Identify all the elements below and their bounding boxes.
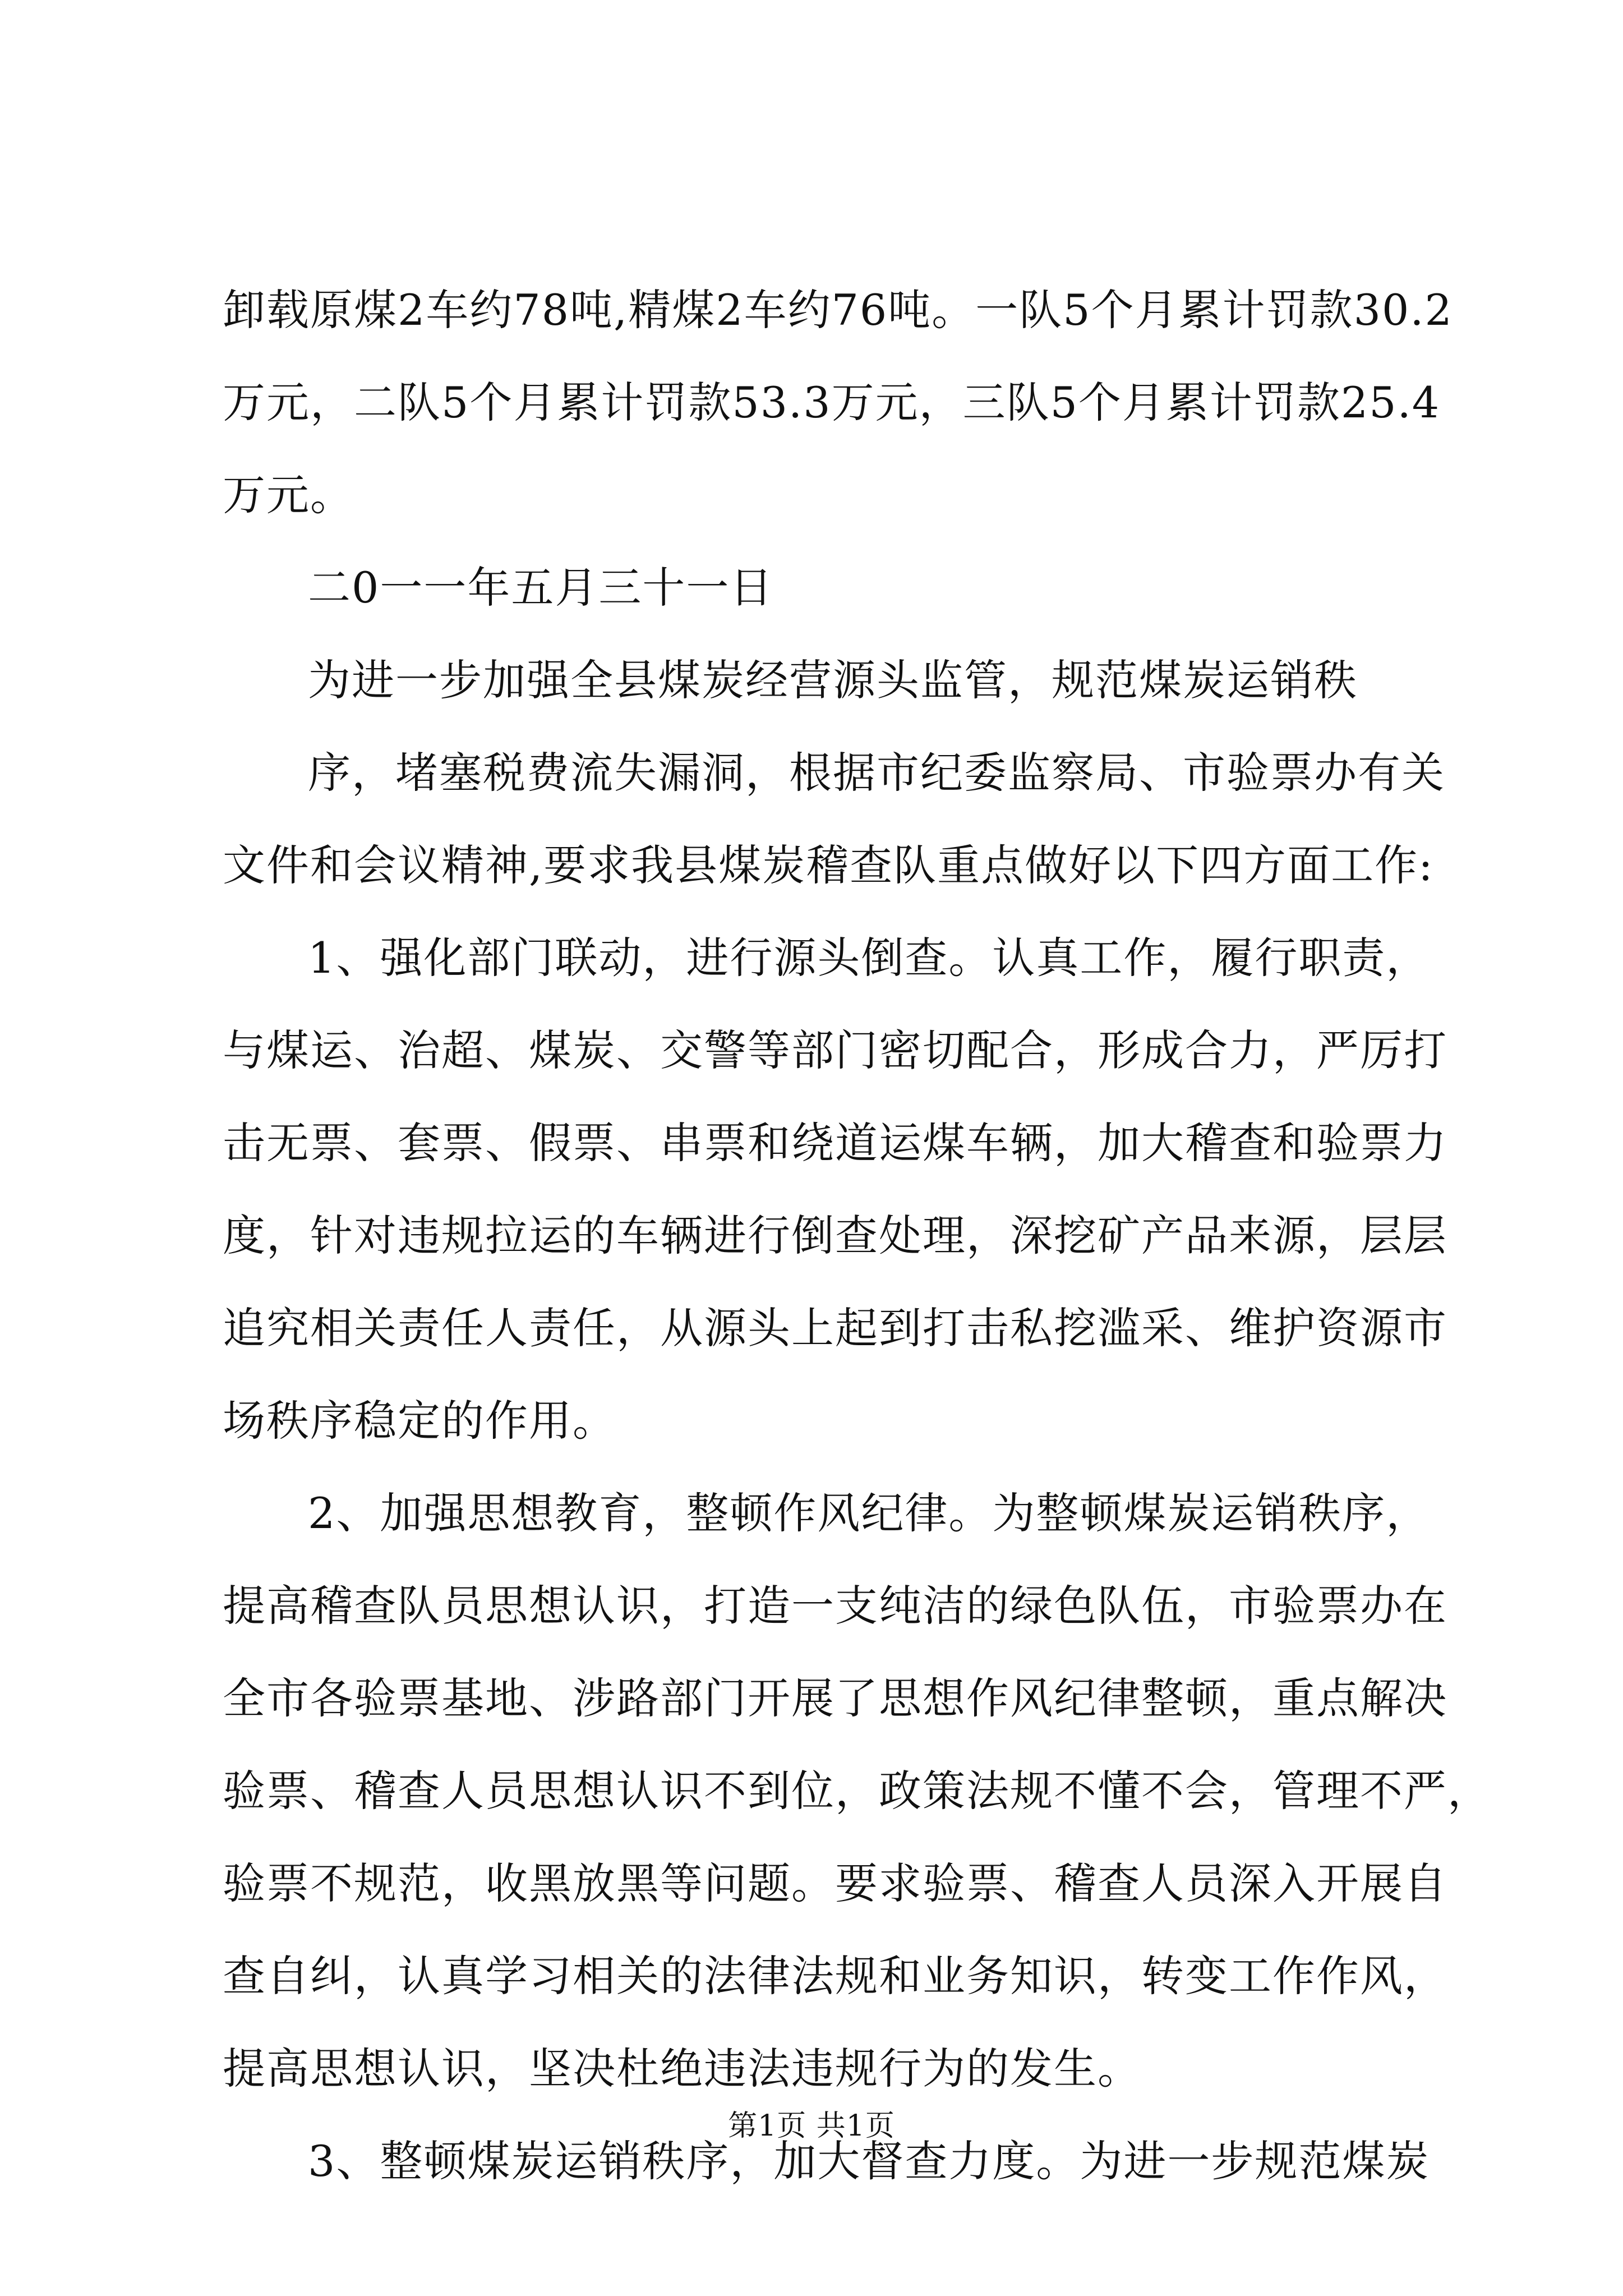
text-line: 二0一一年五月三十一日 [308,563,774,613]
text-line: 与煤运、治超、煤炭、交警等部门密切配合，形成合力，严厉打 [223,1025,1447,1075]
text-line: 查自纠，认真学习相关的法律法规和业务知识，转变工作作风， [223,1951,1447,2001]
text-line: 3、整顿煤炭运销秩序，加大督查力度。为进一步规范煤炭 [308,2136,1430,2186]
text-line: 度，针对违规拉运的车辆进行倒查处理，深挖矿产品来源，层层 [223,1211,1447,1260]
text-line: 万元。 [223,470,354,520]
document-body [223,264,1491,2207]
text-line: 为进一步加强全县煤炭经营源头监管，规范煤炭运销秩 [308,655,1358,705]
text-line: 全市各验票基地、涉路部门开展了思想作风纪律整顿，重点解决 [223,1673,1447,1723]
text-line: 卸载原煤2车约78吨,精煤2车约76吨。一队5个月累计罚款30.2 [223,285,1453,335]
text-line: 追究相关责任人责任，从源头上起到打击私挖滥采、维护资源市 [223,1303,1447,1353]
text-line: 序，堵塞税费流失漏洞，根据市纪委监察局、市验票办有关 [308,748,1445,798]
text-line: 1、强化部门联动，进行源头倒查。认真工作，履行职责， [308,933,1430,983]
text-line: 文件和会议精神,要求我县煤炭稽查队重点做好以下四方面工作: [223,840,1434,890]
text-line: 验票、稽查人员思想认识不到位，政策法规不懂不会，管理不严， [223,1766,1491,1816]
text-line: 提高思想认识，坚决杜绝违法违规行为的发生。 [223,2044,1141,2093]
page-footer: 第1页 共1页 [728,2109,895,2143]
text-line: 提高稽查队员思想认识，打造一支纯洁的绿色队伍，市验票办在 [223,1581,1447,1631]
text-line: 击无票、套票、假票、串票和绕道运煤车辆，加大稽查和验票力 [223,1118,1447,1168]
text-line: 场秩序稳定的作用。 [223,1396,616,1446]
text-line: 2、加强思想教育，整顿作风纪律。为整顿煤炭运销秩序， [308,1488,1430,1538]
text-line: 验票不规范，收黑放黑等问题。要求验票、稽查人员深入开展自 [223,1858,1447,1908]
text-line: 万元，二队5个月累计罚款53.3万元，三队5个月累计罚款25.4 [223,378,1441,427]
